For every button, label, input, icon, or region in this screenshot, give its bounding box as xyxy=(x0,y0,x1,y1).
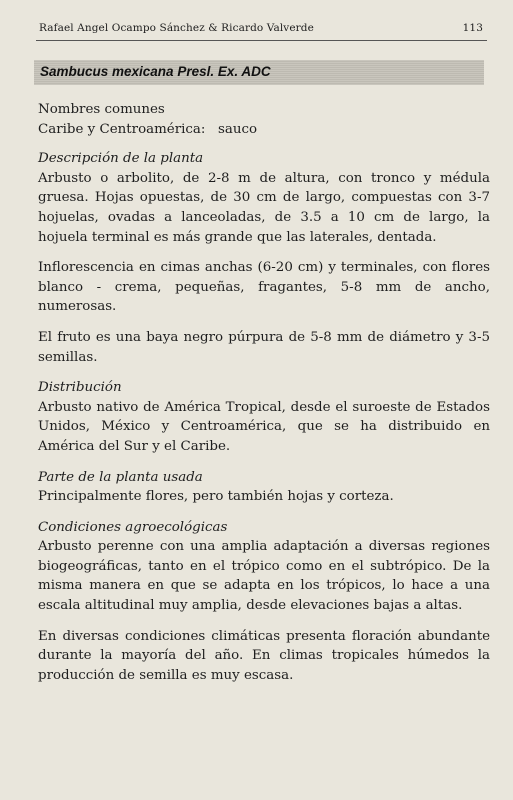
running-head xyxy=(39,22,483,34)
conditions-paragraph: En diversas condiciones climáticas presenta floración abundante durante la mayoría del año. En climas tropicales húmedos la producción de semilla es muy escasa. xyxy=(38,628,490,683)
section-heading-plant-part: Parte de la planta usada xyxy=(38,469,203,485)
common-names-region: Caribe y Centroamérica: xyxy=(38,121,206,137)
distribution-paragraph: Arbusto nativo de América Tropical, desde el suroeste de Estados Unidos, México y Centroamérica, que se ha distribuido en América del Sur y el Caribe. xyxy=(38,399,490,454)
section-heading-distribution: Distribución xyxy=(38,380,122,396)
section-heading-conditions: Condiciones agroecológicas xyxy=(38,519,228,535)
section-heading-description: Descripción de la planta xyxy=(38,151,204,167)
description-paragraph: El fruto es una baya negro púrpura de 5-8 mm de diámetro y 3-5 semillas. xyxy=(38,329,490,365)
conditions-paragraph: Arbusto perenne con una amplia adaptación a diversas regiones biogeográficas, tanto en el trópico como en el subtrópico. De la misma manera en que se adapta en los trópicos, lo hace a una escala altitudinal muy amplia, desde elevaciones bajas a altas. xyxy=(38,539,490,614)
common-names-row xyxy=(38,120,490,140)
header-rule xyxy=(36,40,487,41)
page-number: 113 xyxy=(462,22,483,34)
species-title xyxy=(40,64,271,79)
common-name: sauco xyxy=(218,121,258,137)
species-authority: Presl. Ex. ADC xyxy=(177,64,271,79)
common-names-heading: Nombres comunes xyxy=(38,102,165,117)
running-head-authors: Rafael Angel Ocampo Sánchez & Ricardo Valverde xyxy=(39,22,314,34)
description-paragraph: Arbusto o arbolito, de 2-8 m de altura, con tronco y médula gruesa. Hojas opuestas, de 30 cm de largo, compuestas con 3-7 hojuelas, ovadas a lanceoladas, de 3.5 a 10 cm de largo, la hojuela terminal es más grande que las laterales, dentada. xyxy=(38,170,490,245)
species-name: Sambucus mexicana xyxy=(40,64,174,79)
description-paragraph: Inflorescencia en cimas anchas (6-20 cm) y terminales, con flores blanco - crema, pequeñas, fragantes, 5-8 mm de ancho, numerosas. xyxy=(38,260,490,315)
plant-part-paragraph: Principalmente flores, pero también hojas y corteza. xyxy=(38,489,394,505)
page-content xyxy=(38,100,490,685)
